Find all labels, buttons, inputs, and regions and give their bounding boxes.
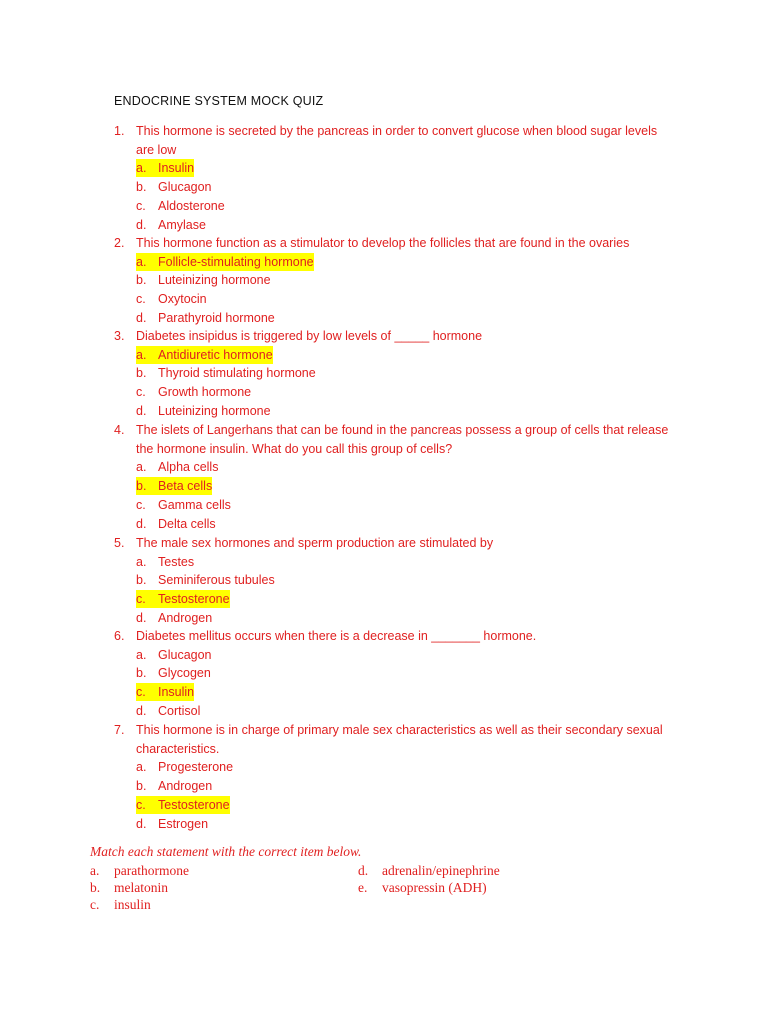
option-text: Beta cells <box>158 479 213 494</box>
matching-item-text: vasopressin (ADH) <box>382 880 487 895</box>
question-text: The islets of Langerhans that can be found in the pancreas possess a group of cells that release the hormone insulin. What do you call this group of cells? <box>136 423 669 456</box>
option-text: Aldosterone <box>158 198 225 213</box>
matching-heading: Match each statement with the correct item below. <box>90 844 362 859</box>
option-text: Amylase <box>158 217 206 232</box>
question-number: 4. <box>114 423 125 437</box>
option-text: Glucagon <box>158 180 212 195</box>
matching-item-letter: d. <box>358 863 369 878</box>
answer-option <box>136 683 194 701</box>
option-letter: c. <box>136 292 146 307</box>
option-letter: b. <box>136 666 147 681</box>
option-text: Cortisol <box>158 703 201 718</box>
answer-option <box>136 346 273 364</box>
matching-item-letter: a. <box>90 863 100 878</box>
option-letter: a. <box>136 254 147 269</box>
option-text: Luteinizing hormone <box>158 273 271 288</box>
question-text: This hormone function as a stimulator to develop the follicles that are found in the ovaries <box>136 236 630 250</box>
option-letter: d. <box>136 217 147 232</box>
option-letter: c. <box>136 685 146 700</box>
option-text: Glucagon <box>158 647 212 662</box>
answer-option <box>136 796 230 814</box>
question-number: 6. <box>114 629 125 643</box>
option-text: Androgen <box>158 779 213 794</box>
option-text: Glycogen <box>158 666 211 681</box>
option-letter: b. <box>136 180 147 195</box>
matching-item-text: insulin <box>114 897 151 912</box>
option-text: Growth hormone <box>158 385 252 400</box>
question-number: 2. <box>114 236 125 250</box>
page-title: ENDOCRINE SYSTEM MOCK QUIZ <box>114 94 324 108</box>
option-letter: a. <box>136 760 147 775</box>
question-text: This hormone is in charge of primary male sex characteristics as well as their secondary sexual characteristics. <box>136 723 663 756</box>
matching-item-text: adrenalin/epinephrine <box>382 863 500 878</box>
option-letter: c. <box>136 198 146 213</box>
option-text: Progesterone <box>158 760 234 775</box>
option-letter: b. <box>136 366 147 381</box>
option-text: Insulin <box>158 161 195 176</box>
option-letter: d. <box>136 310 147 325</box>
option-text: Antidiuretic hormone <box>158 347 273 362</box>
answer-option <box>136 477 212 495</box>
option-text: Luteinizing hormone <box>158 403 271 418</box>
option-letter: b. <box>136 573 147 588</box>
option-letter: a. <box>136 347 147 362</box>
option-letter: c. <box>136 592 146 607</box>
option-text: Oxytocin <box>158 292 207 307</box>
matching-item-letter: b. <box>90 880 101 895</box>
option-letter: c. <box>136 385 146 400</box>
question-text: This hormone is secreted by the pancreas in order to convert glucose when blood sugar levels are low <box>136 124 658 157</box>
option-text: Thyroid stimulating hormone <box>158 366 316 381</box>
matching-item-text: melatonin <box>114 880 168 895</box>
question-number: 1. <box>114 124 125 138</box>
answer-option <box>136 159 194 177</box>
question-number: 3. <box>114 329 125 343</box>
question-number: 7. <box>114 723 125 737</box>
answer-option <box>136 590 230 608</box>
option-letter: d. <box>136 403 147 418</box>
option-text: Seminiferous tubules <box>158 573 275 588</box>
option-letter: b. <box>136 779 147 794</box>
option-letter: c. <box>136 797 146 812</box>
option-text: Insulin <box>158 685 195 700</box>
matching-item-text: parathormone <box>114 863 189 878</box>
option-letter: a. <box>136 460 147 475</box>
option-text: Delta cells <box>158 516 216 531</box>
matching-item-letter: e. <box>358 880 368 895</box>
option-text: Gamma cells <box>158 497 231 512</box>
option-text: Testosterone <box>158 797 230 812</box>
option-letter: d. <box>136 816 147 831</box>
option-letter: a. <box>136 554 147 569</box>
option-text: Follicle-stimulating hormone <box>158 254 314 269</box>
option-text: Androgen <box>158 610 213 625</box>
option-text: Parathyroid hormone <box>158 310 275 325</box>
option-letter: a. <box>136 647 147 662</box>
option-text: Testes <box>158 554 195 569</box>
option-text: Estrogen <box>158 816 209 831</box>
option-text: Alpha cells <box>158 460 219 475</box>
option-letter: b. <box>136 479 147 494</box>
question-text: Diabetes mellitus occurs when there is a decrease in _______ hormone. <box>136 629 537 643</box>
question-text: Diabetes insipidus is triggered by low levels of _____ hormone <box>136 329 483 343</box>
option-letter: c. <box>136 497 146 512</box>
option-letter: b. <box>136 273 147 288</box>
question-number: 5. <box>114 536 125 550</box>
answer-option <box>136 253 314 271</box>
option-letter: a. <box>136 161 147 176</box>
option-letter: d. <box>136 703 147 718</box>
matching-item-letter: c. <box>90 897 100 912</box>
option-letter: d. <box>136 516 147 531</box>
question-text: The male sex hormones and sperm production are stimulated by <box>136 536 494 550</box>
option-letter: d. <box>136 610 147 625</box>
option-text: Testosterone <box>158 592 230 607</box>
